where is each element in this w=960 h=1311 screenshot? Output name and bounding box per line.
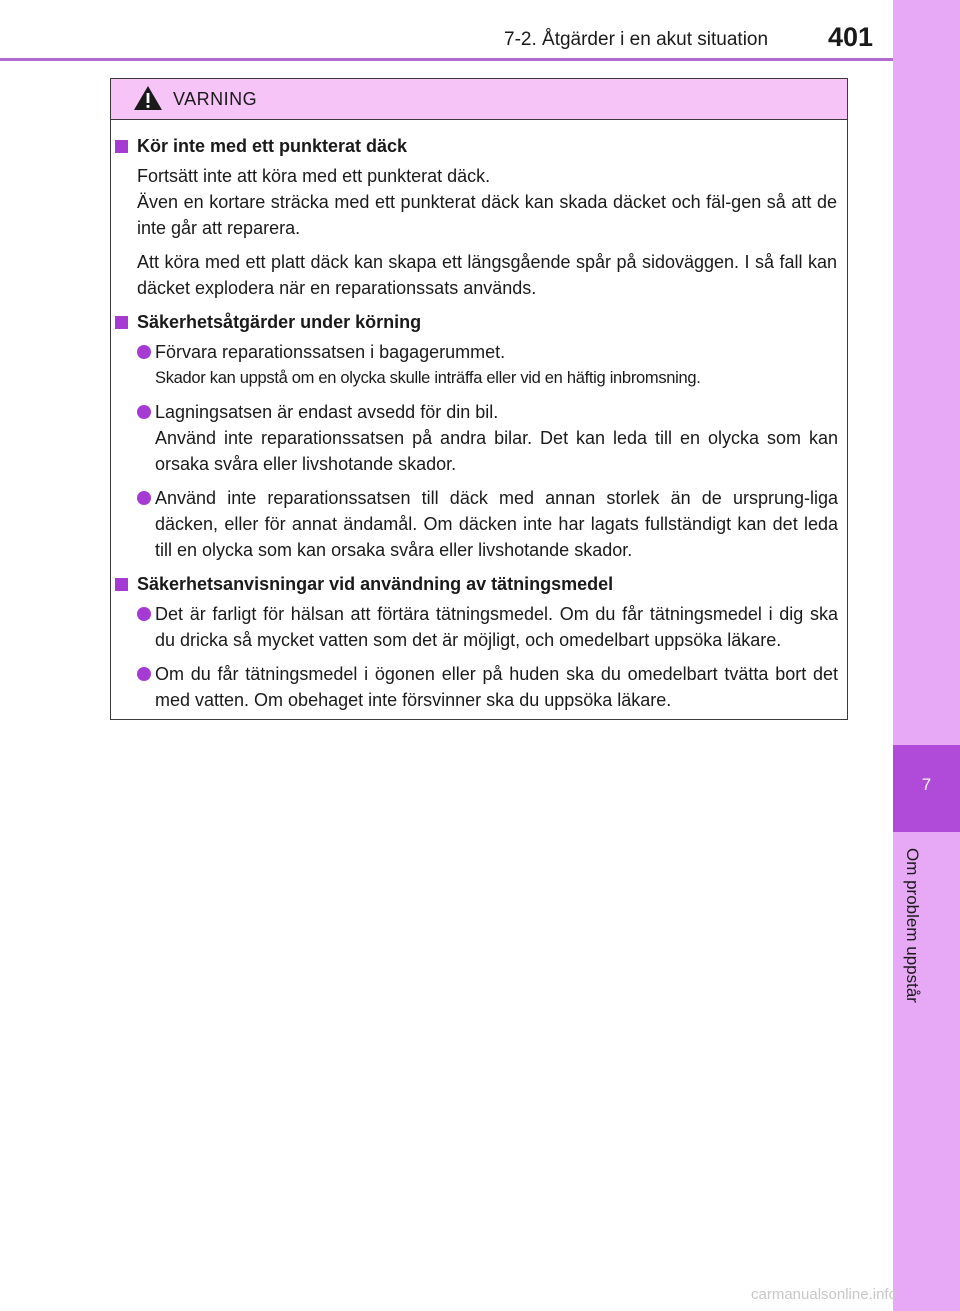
square-bullet-icon	[115, 316, 128, 329]
warning-header	[111, 79, 847, 120]
square-bullet-icon	[115, 140, 128, 153]
paragraph: Även en kortare sträcka med ett punkterat däck kan skada däcket och fäl-gen så att de inte går att reparera.	[137, 192, 837, 238]
paragraph: Fortsätt inte att köra med ett punkterat däck.	[137, 166, 491, 186]
round-bullet-icon	[137, 345, 151, 359]
warning-label: VARNING	[173, 89, 258, 109]
warning-triangle-icon	[133, 85, 163, 111]
list-item: Det är farligt för hälsan att förtära tätningsmedel. Om du får tätningsmedel i dig ska du dricka så mycket vatten som det är möjligt, och omedelbart uppsöka läkare.	[155, 601, 838, 653]
round-bullet-icon	[137, 667, 151, 681]
paragraph: Att köra med ett platt däck kan skapa ett längsgående spår på sidoväggen. I så fall kan däcket explodera när en reparationssats används.	[137, 252, 837, 298]
section-heading: Kör inte med ett punkterat däck	[111, 133, 849, 159]
watermark: carmanualsonline.info	[751, 1286, 897, 1303]
header-rule	[0, 58, 893, 61]
page-number: 401	[828, 22, 874, 52]
list-item: Förvara reparationssatsen i bagagerummet. Skador kan uppstå om en olycka skulle inträffa eller vid en häftig inbromsning.	[155, 339, 838, 391]
square-bullet-icon	[115, 578, 128, 591]
list-item: Om du får tätningsmedel i ögonen eller på huden ska du omedelbart tvätta bort det med vatten. Om obehaget inte försvinner ska du uppsöka läkare.	[155, 661, 838, 713]
round-bullet-icon	[137, 491, 151, 505]
side-tab	[893, 0, 960, 1311]
chapter-number: 7	[921, 775, 932, 794]
section-title: 7-2. Åtgärder i en akut situation	[504, 29, 769, 50]
section-heading: Säkerhetsåtgärder under körning	[111, 309, 849, 335]
list-item: Använd inte reparationssatsen till däck med annan storlek än de ursprung-liga däcken, eller för annat ändamål. Om däcken inte har lagats fullständigt kan det leda till en olycka som kan orsaka svåra eller livshotande skador.	[155, 485, 838, 563]
warning-box	[110, 78, 848, 720]
chapter-tab[interactable]	[893, 745, 960, 832]
round-bullet-icon	[137, 405, 151, 419]
round-bullet-icon	[137, 607, 151, 621]
warning-content	[111, 133, 849, 721]
section-heading: Säkerhetsanvisningar vid användning av tätningsmedel	[111, 571, 849, 597]
chapter-title: Om problem uppstår	[903, 848, 922, 1003]
list-item: Lagningsatsen är endast avsedd för din bil. Använd inte reparationssatsen på andra bilar. Det kan leda till en olycka som kan orsaka svåra eller livshotande skador.	[155, 399, 838, 477]
